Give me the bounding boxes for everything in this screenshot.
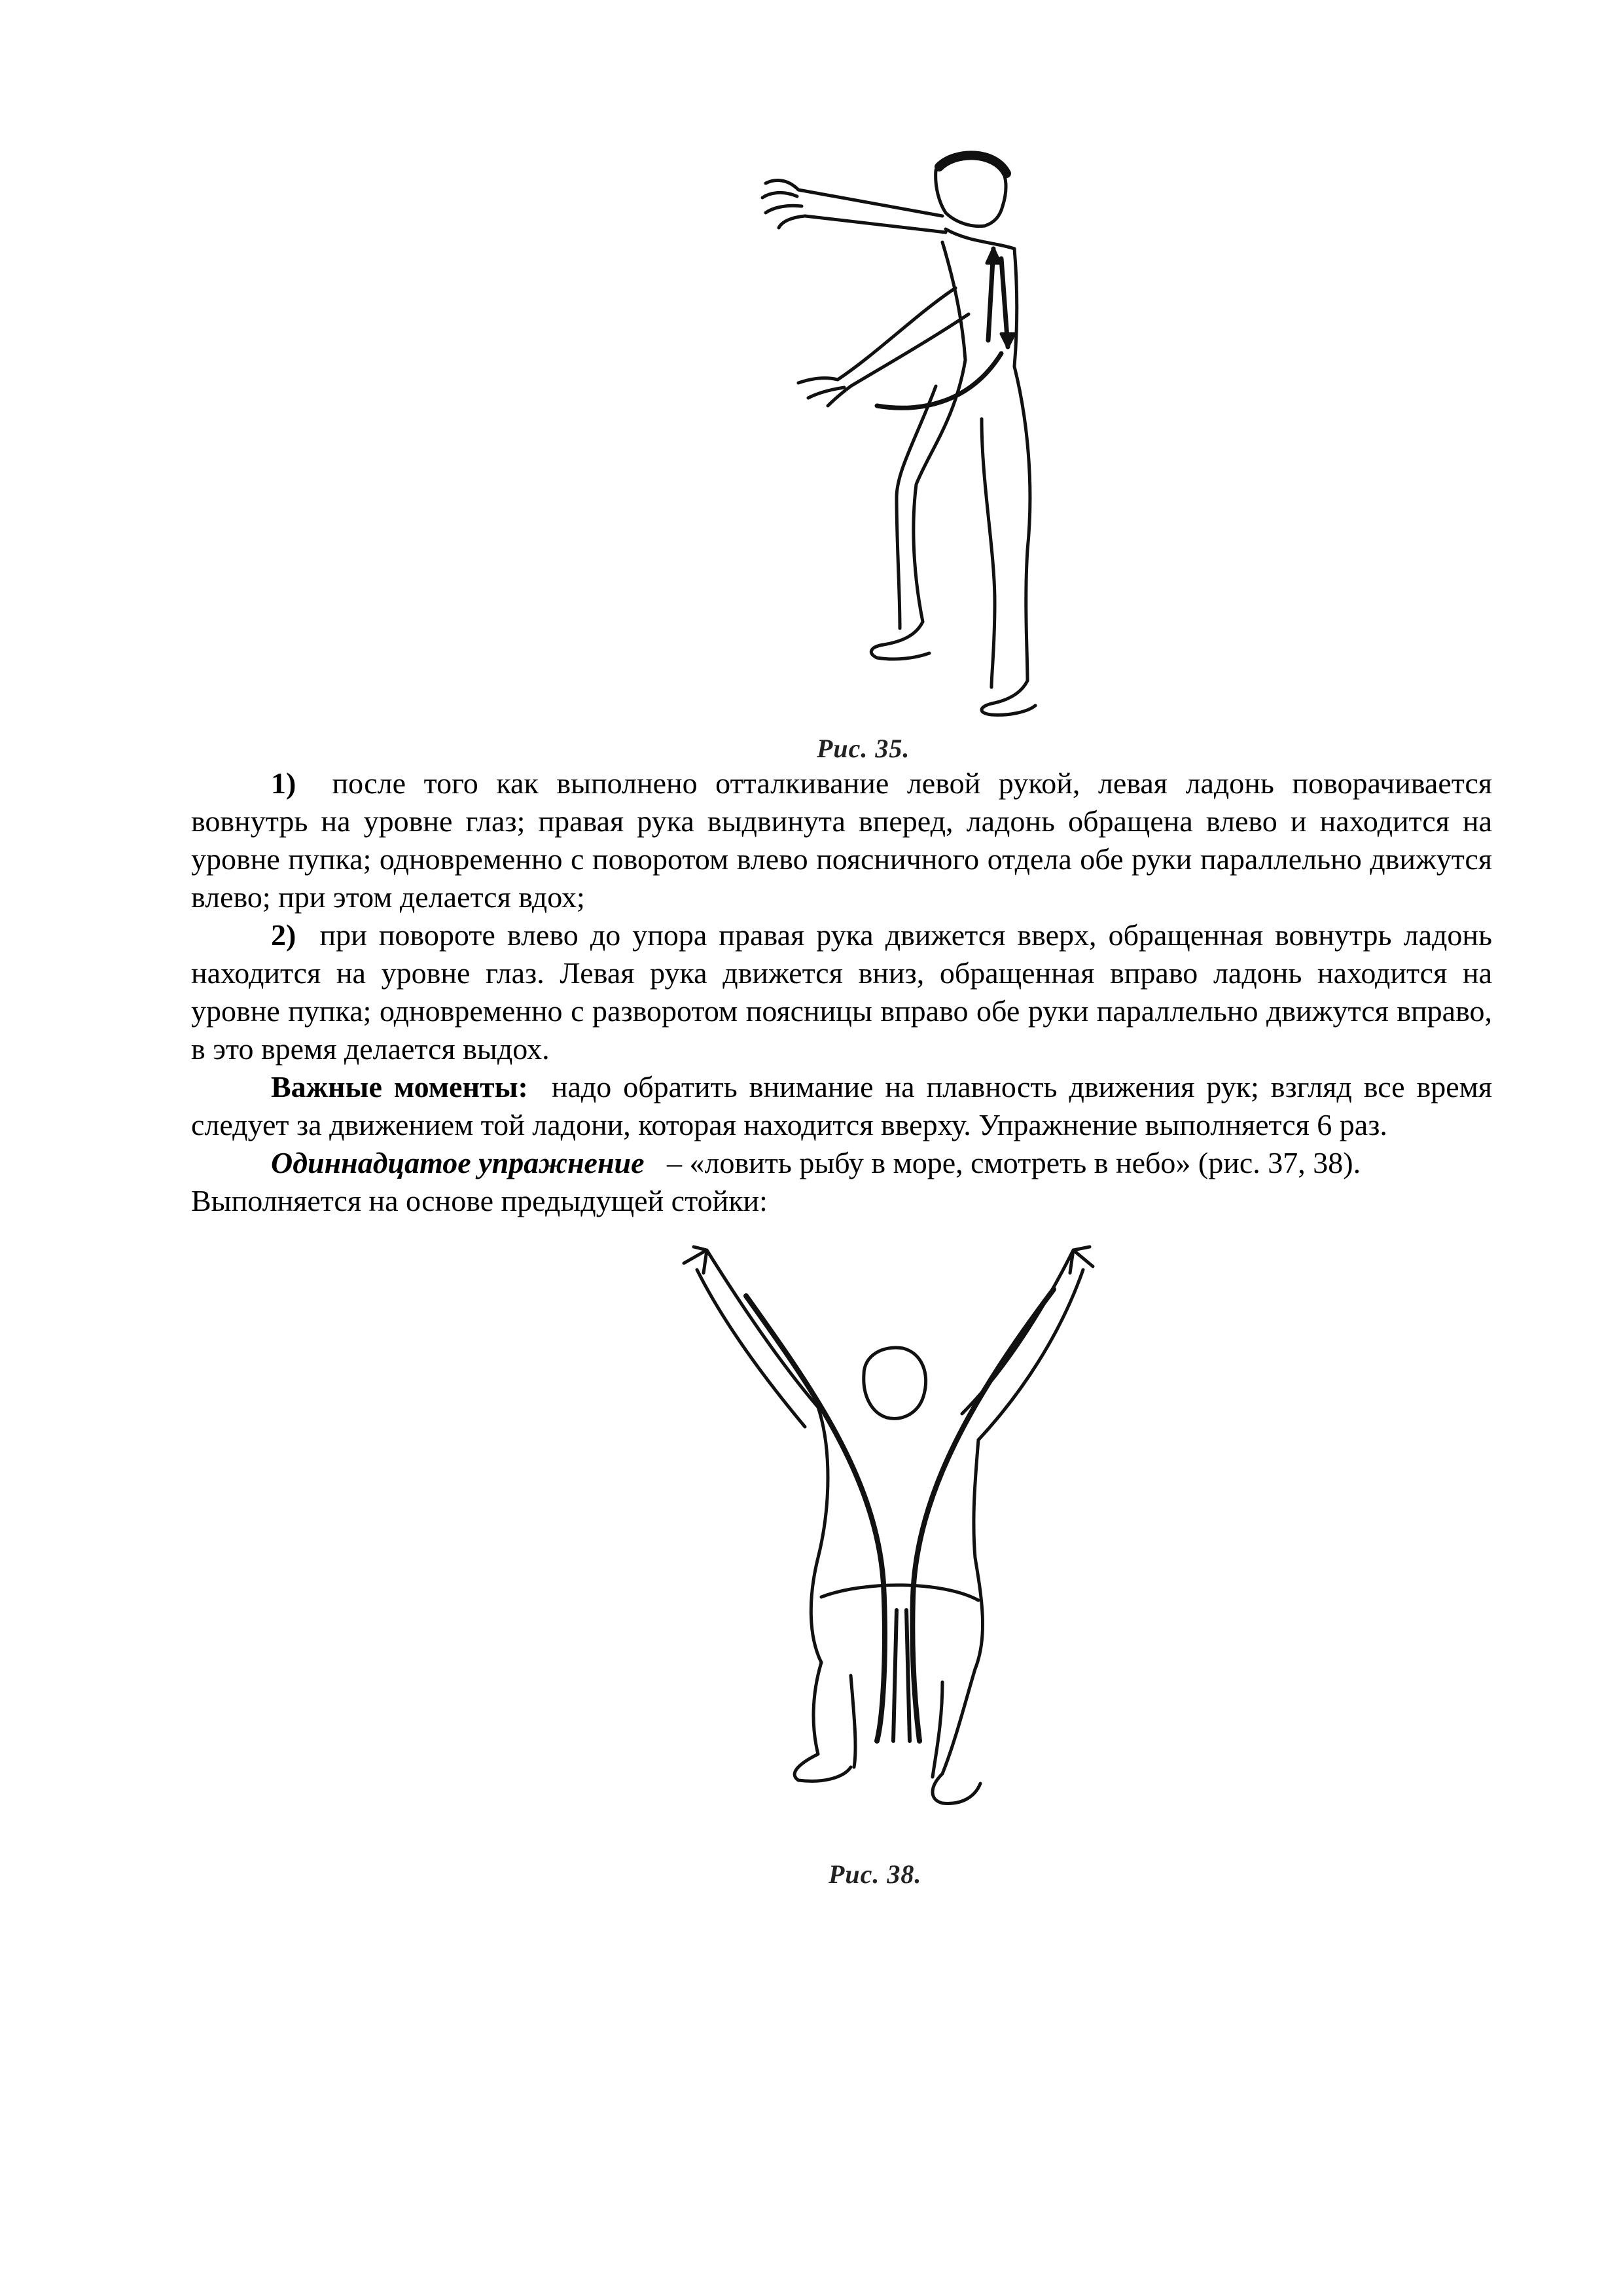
important-points-text: надо обратить внимание на плавность движения рук; взгляд все время следует за движением той ладони, которая находится вверху. Упражнение выполняется 6 раз. [191, 1070, 1492, 1141]
figure-35-upper-arm [798, 190, 946, 232]
figure-38-head [864, 1348, 926, 1418]
paragraph-step-2 [191, 916, 1492, 1068]
figure-38-energy-line-left [746, 1296, 885, 1741]
figure-35-left-leg [914, 360, 965, 622]
paragraph-important-points [191, 1068, 1492, 1144]
step-1-marker: 1) [271, 766, 296, 800]
figure-35-right-foot [982, 681, 1035, 715]
step-2-marker: 2) [271, 918, 296, 952]
figure-38-right-arm [962, 1247, 1093, 1440]
figure-35-left-hand [762, 181, 805, 228]
figure-38-caption: Рис. 38. [829, 1859, 922, 1889]
figure-38-left-arm [684, 1247, 818, 1427]
step-1-text: после того как выполнено отталкивание левой рукой, левая ладонь поворачивается вовнутрь на уровне глаз; правая рука выдвинута вперед, ладонь обращена влево и находится на уровне пупка; одновременно с поворотом влево поясничного отдела обе руки параллельно движутся влево; при этом делается вдох; [191, 766, 1492, 914]
figure-35-lower-arm [838, 288, 969, 386]
paragraph-exercise-11 [191, 1144, 1492, 1182]
important-points-label: Важные моменты: [271, 1070, 528, 1103]
figure-35-illustration [720, 144, 1086, 720]
figure-38-left-leg [794, 1662, 851, 1781]
figure-38-energy-line-right [912, 1289, 1054, 1741]
exercise-11-text: – «ловить рыбу в море, смотреть в небо» (рис. 37, 38). [667, 1146, 1361, 1179]
figure-35-caption: Рис. 35. [817, 734, 910, 763]
figure-35-right-leg [1014, 367, 1030, 681]
step-2-text: при повороте влево до упора правая рука движется вверх, обращенная вовнутрь ладонь находится на уровне глаз. Левая рука движется вниз, обращенная вправо ладонь находится на уровне пупка; одновременно с разворотом поясницы вправо обе руки параллельно движутся вправо, в это время делается выдох. [191, 918, 1492, 1066]
paragraph-step-1 [191, 764, 1492, 916]
exercise-11-label: Одиннадцатое упражнение [271, 1146, 645, 1179]
figure-38-illustration [668, 1244, 1113, 1833]
body-text [191, 764, 1492, 1220]
paragraph-stance: Выполняется на основе предыдущей стойки: [191, 1184, 768, 1217]
figure-35-right-hand [798, 378, 851, 406]
